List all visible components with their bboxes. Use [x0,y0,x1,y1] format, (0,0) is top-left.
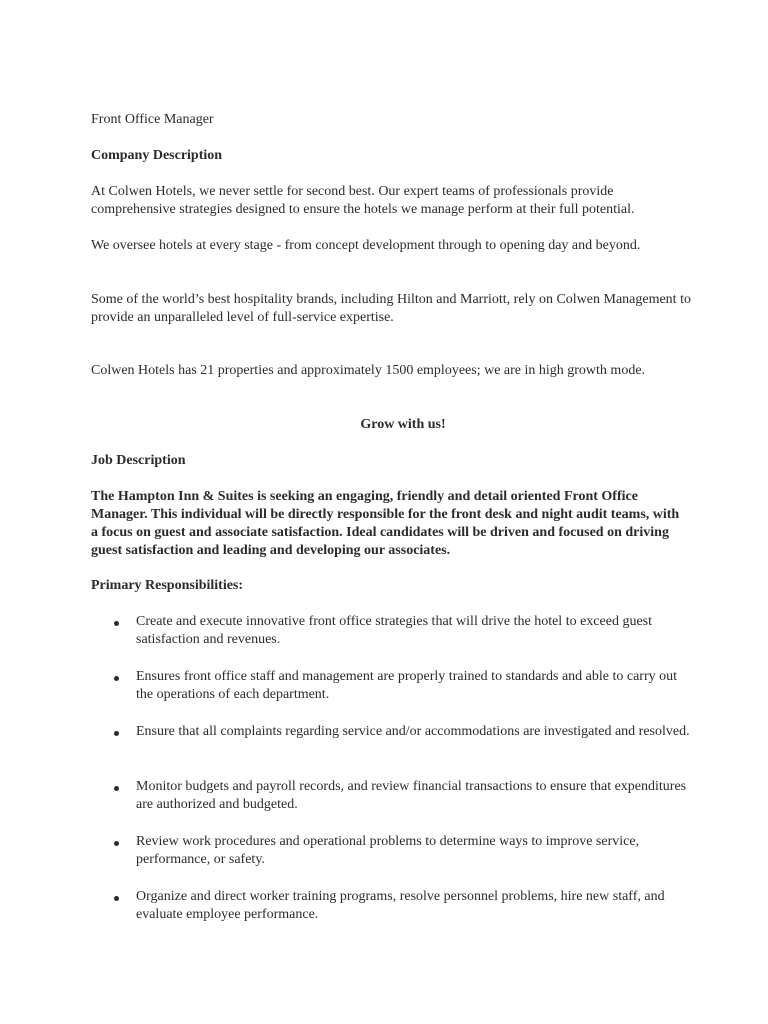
bullet-icon [114,841,119,846]
list-item [91,778,691,814]
bullet-icon [114,896,119,901]
bullet-icon [114,731,119,736]
list-item [91,833,691,869]
list-item-text: Monitor budgets and payroll records, and review financial transactions to ensure that expenditures are authorized and budgeted. [136,779,687,812]
list-item-text: Review work procedures and operational problems to determine ways to improve service, performance, or safety. [136,834,640,867]
job-summary: The Hampton Inn & Suites is seeking an engaging, friendly and detail oriented Front Office Manager. This individual will be directly responsible for the front desk and night audit teams, with a focus on guest and associate satisfaction. Ideal candidates will be driven and focused on driving guest satisfaction and leading and developing our associates. [91,489,680,558]
job-description-heading: Job Description [91,453,186,468]
list-item-text: Ensures front office staff and management are properly trained to standards and able to carry out the operations of each department. [136,669,678,702]
company-paragraph-2: We oversee hotels at every stage - from concept development through to opening day and beyond. [91,238,641,253]
company-paragraph-3: Some of the world’s best hospitality brands, including Hilton and Marriott, rely on Colwen Management to provide an unparalleled level of full-service expertise. [91,292,691,325]
responsibilities-heading: Primary Responsibilities: [91,578,244,593]
bullet-icon [114,621,119,626]
company-paragraph-1: At Colwen Hotels, we never settle for second best. Our expert teams of professionals provide comprehensive strategies designed to ensure the hotels we manage perform at their full potential. [91,184,635,217]
list-item [91,723,691,759]
list-item [91,668,691,704]
list-item-text: Organize and direct worker training programs, resolve personnel problems, hire new staff, and evaluate employee performance. [136,889,665,922]
company-paragraph-4: Colwen Hotels has 21 properties and approximately 1500 employees; we are in high growth mode. [91,363,646,378]
list-item-text: Ensure that all complaints regarding service and/or accommodations are investigated and resolved. [136,724,690,739]
bullet-icon [114,676,119,681]
tagline: Grow with us! [360,417,446,432]
company-description-heading: Company Description [91,148,223,163]
list-item [91,888,691,924]
responsibilities-list [91,613,691,943]
list-item-text: Create and execute innovative front office strategies that will drive the hotel to exceed guest satisfaction and revenues. [136,614,652,647]
bullet-icon [114,786,119,791]
document-title: Front Office Manager [91,112,214,127]
list-item [91,613,691,649]
